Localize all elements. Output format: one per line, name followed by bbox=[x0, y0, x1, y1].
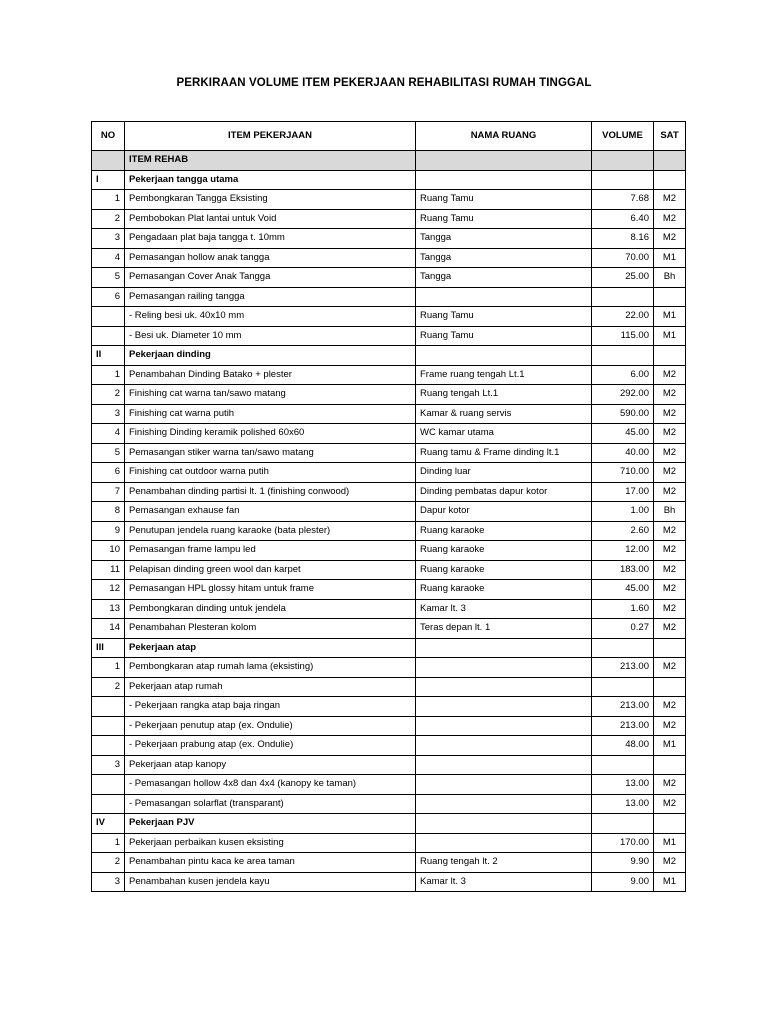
unit: M2 bbox=[654, 658, 686, 678]
unit: M2 bbox=[654, 365, 686, 385]
table-row bbox=[92, 677, 686, 697]
room-name bbox=[416, 833, 592, 853]
unit bbox=[654, 814, 686, 834]
table-row bbox=[92, 209, 686, 229]
volume-value bbox=[592, 151, 654, 171]
item-name: Pengadaan plat baja tangga t. 10mm bbox=[125, 229, 416, 249]
room-name: Ruang Tamu bbox=[416, 190, 592, 210]
volume-value bbox=[592, 677, 654, 697]
table-row bbox=[92, 755, 686, 775]
row-number: 3 bbox=[92, 404, 125, 424]
room-name bbox=[416, 814, 592, 834]
table-row bbox=[92, 619, 686, 639]
item-name: ITEM REHAB bbox=[125, 151, 416, 171]
unit bbox=[654, 287, 686, 307]
item-name: - Pemasangan hollow 4x8 dan 4x4 (kanopy ke taman) bbox=[125, 775, 416, 795]
table-row bbox=[92, 268, 686, 288]
table-row bbox=[92, 560, 686, 580]
row-number bbox=[92, 151, 125, 171]
table-row bbox=[92, 443, 686, 463]
item-name: Penambahan Dinding Batako + plester bbox=[125, 365, 416, 385]
section-row bbox=[92, 638, 686, 658]
unit: M2 bbox=[654, 599, 686, 619]
item-name: Pelapisan dinding green wool dan karpet bbox=[125, 560, 416, 580]
volume-value: 1.60 bbox=[592, 599, 654, 619]
item-name: Pekerjaan tangga utama bbox=[125, 170, 416, 190]
item-name: Pemasangan frame lampu led bbox=[125, 541, 416, 561]
volume-value: 7.68 bbox=[592, 190, 654, 210]
volume-value: 9.00 bbox=[592, 872, 654, 892]
room-name bbox=[416, 697, 592, 717]
item-name: Penambahan kusen jendela kayu bbox=[125, 872, 416, 892]
row-number: 12 bbox=[92, 580, 125, 600]
table-row bbox=[92, 580, 686, 600]
table-row bbox=[92, 385, 686, 405]
room-name: Ruang tamu & Frame dinding lt.1 bbox=[416, 443, 592, 463]
room-name: Ruang karaoke bbox=[416, 521, 592, 541]
unit: M2 bbox=[654, 190, 686, 210]
volume-value: 17.00 bbox=[592, 482, 654, 502]
unit: M2 bbox=[654, 697, 686, 717]
row-number: 6 bbox=[92, 463, 125, 483]
unit: M1 bbox=[654, 872, 686, 892]
table-row bbox=[92, 307, 686, 327]
unit: Bh bbox=[654, 502, 686, 522]
item-name: Pembobokan Plat lantai untuk Void bbox=[125, 209, 416, 229]
volume-value bbox=[592, 346, 654, 366]
header-no: NO bbox=[92, 122, 125, 151]
item-name: Penambahan pintu kaca ke area taman bbox=[125, 853, 416, 873]
table-row bbox=[92, 229, 686, 249]
item-name: Pembongkaran atap rumah lama (eksisting) bbox=[125, 658, 416, 678]
volume-value: 22.00 bbox=[592, 307, 654, 327]
row-number: 1 bbox=[92, 658, 125, 678]
unit: M2 bbox=[654, 794, 686, 814]
room-name bbox=[416, 775, 592, 795]
table-row bbox=[92, 326, 686, 346]
row-number: II bbox=[92, 346, 125, 366]
volume-value: 8.16 bbox=[592, 229, 654, 249]
row-number: 11 bbox=[92, 560, 125, 580]
item-name: Pekerjaan PJV bbox=[125, 814, 416, 834]
unit bbox=[654, 677, 686, 697]
row-number: 1 bbox=[92, 365, 125, 385]
row-number bbox=[92, 697, 125, 717]
item-name: Penambahan dinding partisi lt. 1 (finishing conwood) bbox=[125, 482, 416, 502]
room-name bbox=[416, 716, 592, 736]
unit: M2 bbox=[654, 385, 686, 405]
table-row bbox=[92, 190, 686, 210]
unit: M1 bbox=[654, 833, 686, 853]
section-row bbox=[92, 170, 686, 190]
room-name bbox=[416, 346, 592, 366]
unit: M2 bbox=[654, 463, 686, 483]
room-name: Frame ruang tengah Lt.1 bbox=[416, 365, 592, 385]
item-name: Pekerjaan dinding bbox=[125, 346, 416, 366]
unit: Bh bbox=[654, 268, 686, 288]
room-name: Ruang karaoke bbox=[416, 580, 592, 600]
volume-value bbox=[592, 814, 654, 834]
room-name: Tangga bbox=[416, 229, 592, 249]
row-number: 13 bbox=[92, 599, 125, 619]
row-number: III bbox=[92, 638, 125, 658]
volume-value: 183.00 bbox=[592, 560, 654, 580]
unit: M1 bbox=[654, 248, 686, 268]
unit: M2 bbox=[654, 404, 686, 424]
volume-value bbox=[592, 638, 654, 658]
table-row bbox=[92, 404, 686, 424]
item-name: Pemasangan hollow anak tangga bbox=[125, 248, 416, 268]
header-sat: SAT bbox=[654, 122, 686, 151]
volume-value: 590.00 bbox=[592, 404, 654, 424]
section-row bbox=[92, 346, 686, 366]
item-name: Finishing Dinding keramik polished 60x60 bbox=[125, 424, 416, 444]
item-name: Pemasangan exhause fan bbox=[125, 502, 416, 522]
volume-value: 9.90 bbox=[592, 853, 654, 873]
volume-value: 12.00 bbox=[592, 541, 654, 561]
room-name: Dapur kotor bbox=[416, 502, 592, 522]
table-row bbox=[92, 775, 686, 795]
room-name bbox=[416, 658, 592, 678]
unit bbox=[654, 151, 686, 171]
volume-value: 115.00 bbox=[592, 326, 654, 346]
header-volume: VOLUME bbox=[592, 122, 654, 151]
unit: M2 bbox=[654, 443, 686, 463]
volume-value bbox=[592, 755, 654, 775]
item-name: - Pekerjaan penutup atap (ex. Ondulie) bbox=[125, 716, 416, 736]
row-number: 2 bbox=[92, 209, 125, 229]
item-name: Finishing cat outdoor warna putih bbox=[125, 463, 416, 483]
item-name: Pekerjaan perbaikan kusen eksisting bbox=[125, 833, 416, 853]
row-number bbox=[92, 307, 125, 327]
row-number: 3 bbox=[92, 755, 125, 775]
table-row bbox=[92, 716, 686, 736]
row-number bbox=[92, 775, 125, 795]
table-row bbox=[92, 599, 686, 619]
volume-value: 292.00 bbox=[592, 385, 654, 405]
unit: M2 bbox=[654, 775, 686, 795]
table-row bbox=[92, 463, 686, 483]
volume-value: 70.00 bbox=[592, 248, 654, 268]
row-number: 5 bbox=[92, 268, 125, 288]
row-number: 2 bbox=[92, 677, 125, 697]
unit bbox=[654, 638, 686, 658]
room-name bbox=[416, 151, 592, 171]
volume-value: 213.00 bbox=[592, 716, 654, 736]
room-name: WC kamar utama bbox=[416, 424, 592, 444]
row-number: 10 bbox=[92, 541, 125, 561]
unit bbox=[654, 346, 686, 366]
table-body bbox=[92, 151, 686, 892]
volume-value bbox=[592, 170, 654, 190]
unit: M1 bbox=[654, 307, 686, 327]
item-name: Penutupan jendela ruang karaoke (bata plester) bbox=[125, 521, 416, 541]
row-number: 1 bbox=[92, 833, 125, 853]
row-number: IV bbox=[92, 814, 125, 834]
unit: M1 bbox=[654, 326, 686, 346]
table-row bbox=[92, 365, 686, 385]
table-row bbox=[92, 502, 686, 522]
unit: M2 bbox=[654, 580, 686, 600]
room-name: Kamar lt. 3 bbox=[416, 872, 592, 892]
unit: M2 bbox=[654, 424, 686, 444]
row-number: 4 bbox=[92, 424, 125, 444]
room-name: Dinding pembatas dapur kotor bbox=[416, 482, 592, 502]
header-item: ITEM PEKERJAAN bbox=[125, 122, 416, 151]
table-row bbox=[92, 794, 686, 814]
room-name: Ruang tengah Lt.1 bbox=[416, 385, 592, 405]
table-row bbox=[92, 853, 686, 873]
room-name: Tangga bbox=[416, 268, 592, 288]
table-row bbox=[92, 658, 686, 678]
row-number: 3 bbox=[92, 229, 125, 249]
room-name: Ruang Tamu bbox=[416, 209, 592, 229]
item-name: Pemasangan HPL glossy hitam untuk frame bbox=[125, 580, 416, 600]
volume-value: 48.00 bbox=[592, 736, 654, 756]
unit: M2 bbox=[654, 229, 686, 249]
table-row bbox=[92, 833, 686, 853]
volume-value: 45.00 bbox=[592, 580, 654, 600]
row-number: 14 bbox=[92, 619, 125, 639]
room-name: Tangga bbox=[416, 248, 592, 268]
item-name: Pemasangan stiker warna tan/sawo matang bbox=[125, 443, 416, 463]
volume-table bbox=[91, 121, 686, 892]
document-title: PERKIRAAN VOLUME ITEM PEKERJAAN REHABILITASI RUMAH TINGGAL bbox=[176, 77, 592, 89]
volume-value: 6.00 bbox=[592, 365, 654, 385]
table-row bbox=[92, 287, 686, 307]
volume-value: 710.00 bbox=[592, 463, 654, 483]
unit: M2 bbox=[654, 209, 686, 229]
volume-value: 40.00 bbox=[592, 443, 654, 463]
item-name: - Pekerjaan prabung atap (ex. Ondulie) bbox=[125, 736, 416, 756]
row-number: 2 bbox=[92, 853, 125, 873]
table-row bbox=[92, 482, 686, 502]
room-name: Ruang karaoke bbox=[416, 541, 592, 561]
table-row bbox=[92, 248, 686, 268]
unit: M2 bbox=[654, 619, 686, 639]
room-name: Ruang tengah lt. 2 bbox=[416, 853, 592, 873]
volume-value bbox=[592, 287, 654, 307]
unit: M2 bbox=[654, 560, 686, 580]
volume-value: 213.00 bbox=[592, 697, 654, 717]
room-name bbox=[416, 677, 592, 697]
row-number bbox=[92, 326, 125, 346]
row-number: 4 bbox=[92, 248, 125, 268]
item-name: Pemasangan railing tangga bbox=[125, 287, 416, 307]
volume-value: 0.27 bbox=[592, 619, 654, 639]
row-number: 6 bbox=[92, 287, 125, 307]
header-room: NAMA RUANG bbox=[416, 122, 592, 151]
item-name: - Reling besi uk. 40x10 mm bbox=[125, 307, 416, 327]
header-row bbox=[92, 122, 686, 151]
room-name: Ruang Tamu bbox=[416, 307, 592, 327]
room-name bbox=[416, 755, 592, 775]
row-number: 3 bbox=[92, 872, 125, 892]
row-number bbox=[92, 716, 125, 736]
row-number: 8 bbox=[92, 502, 125, 522]
table-row bbox=[92, 424, 686, 444]
volume-value: 13.00 bbox=[592, 775, 654, 795]
volume-value: 2.60 bbox=[592, 521, 654, 541]
table-row bbox=[92, 521, 686, 541]
room-name bbox=[416, 638, 592, 658]
volume-value: 6.40 bbox=[592, 209, 654, 229]
unit: M1 bbox=[654, 736, 686, 756]
row-number: 5 bbox=[92, 443, 125, 463]
unit: M2 bbox=[654, 716, 686, 736]
unit: M2 bbox=[654, 482, 686, 502]
row-number: 7 bbox=[92, 482, 125, 502]
unit: M2 bbox=[654, 853, 686, 873]
volume-value: 213.00 bbox=[592, 658, 654, 678]
section-row bbox=[92, 814, 686, 834]
room-name bbox=[416, 794, 592, 814]
item-name: - Pekerjaan rangka atap baja ringan bbox=[125, 697, 416, 717]
volume-value: 25.00 bbox=[592, 268, 654, 288]
table-row bbox=[92, 541, 686, 561]
volume-value: 13.00 bbox=[592, 794, 654, 814]
room-name: Ruang karaoke bbox=[416, 560, 592, 580]
volume-value: 1.00 bbox=[592, 502, 654, 522]
item-name: Pemasangan Cover Anak Tangga bbox=[125, 268, 416, 288]
item-name: Finishing cat warna tan/sawo matang bbox=[125, 385, 416, 405]
room-name: Kamar & ruang servis bbox=[416, 404, 592, 424]
table-row bbox=[92, 697, 686, 717]
row-number: 2 bbox=[92, 385, 125, 405]
volume-value: 170.00 bbox=[592, 833, 654, 853]
item-name: - Pemasangan solarflat (transparant) bbox=[125, 794, 416, 814]
table-row bbox=[92, 872, 686, 892]
row-number: I bbox=[92, 170, 125, 190]
room-name: Teras depan lt. 1 bbox=[416, 619, 592, 639]
item-name: Finishing cat warna putih bbox=[125, 404, 416, 424]
table-header bbox=[92, 122, 686, 151]
item-name: Penambahan Plesteran kolom bbox=[125, 619, 416, 639]
volume-value: 45.00 bbox=[592, 424, 654, 444]
unit bbox=[654, 755, 686, 775]
row-number: 9 bbox=[92, 521, 125, 541]
item-name: Pekerjaan atap kanopy bbox=[125, 755, 416, 775]
unit bbox=[654, 170, 686, 190]
unit: M2 bbox=[654, 541, 686, 561]
room-name: Ruang Tamu bbox=[416, 326, 592, 346]
room-name: Kamar lt. 3 bbox=[416, 599, 592, 619]
unit: M2 bbox=[654, 521, 686, 541]
item-name: - Besi uk. Diameter 10 mm bbox=[125, 326, 416, 346]
item-name: Pekerjaan atap bbox=[125, 638, 416, 658]
row-number bbox=[92, 794, 125, 814]
room-name bbox=[416, 170, 592, 190]
table-row bbox=[92, 736, 686, 756]
room-name: Dinding luar bbox=[416, 463, 592, 483]
item-name: Pembongkaran dinding untuk jendela bbox=[125, 599, 416, 619]
item-name: Pembongkaran Tangga Eksisting bbox=[125, 190, 416, 210]
row-number: 1 bbox=[92, 190, 125, 210]
room-name bbox=[416, 736, 592, 756]
row-number bbox=[92, 736, 125, 756]
group-header-row bbox=[92, 151, 686, 171]
room-name bbox=[416, 287, 592, 307]
item-name: Pekerjaan atap rumah bbox=[125, 677, 416, 697]
